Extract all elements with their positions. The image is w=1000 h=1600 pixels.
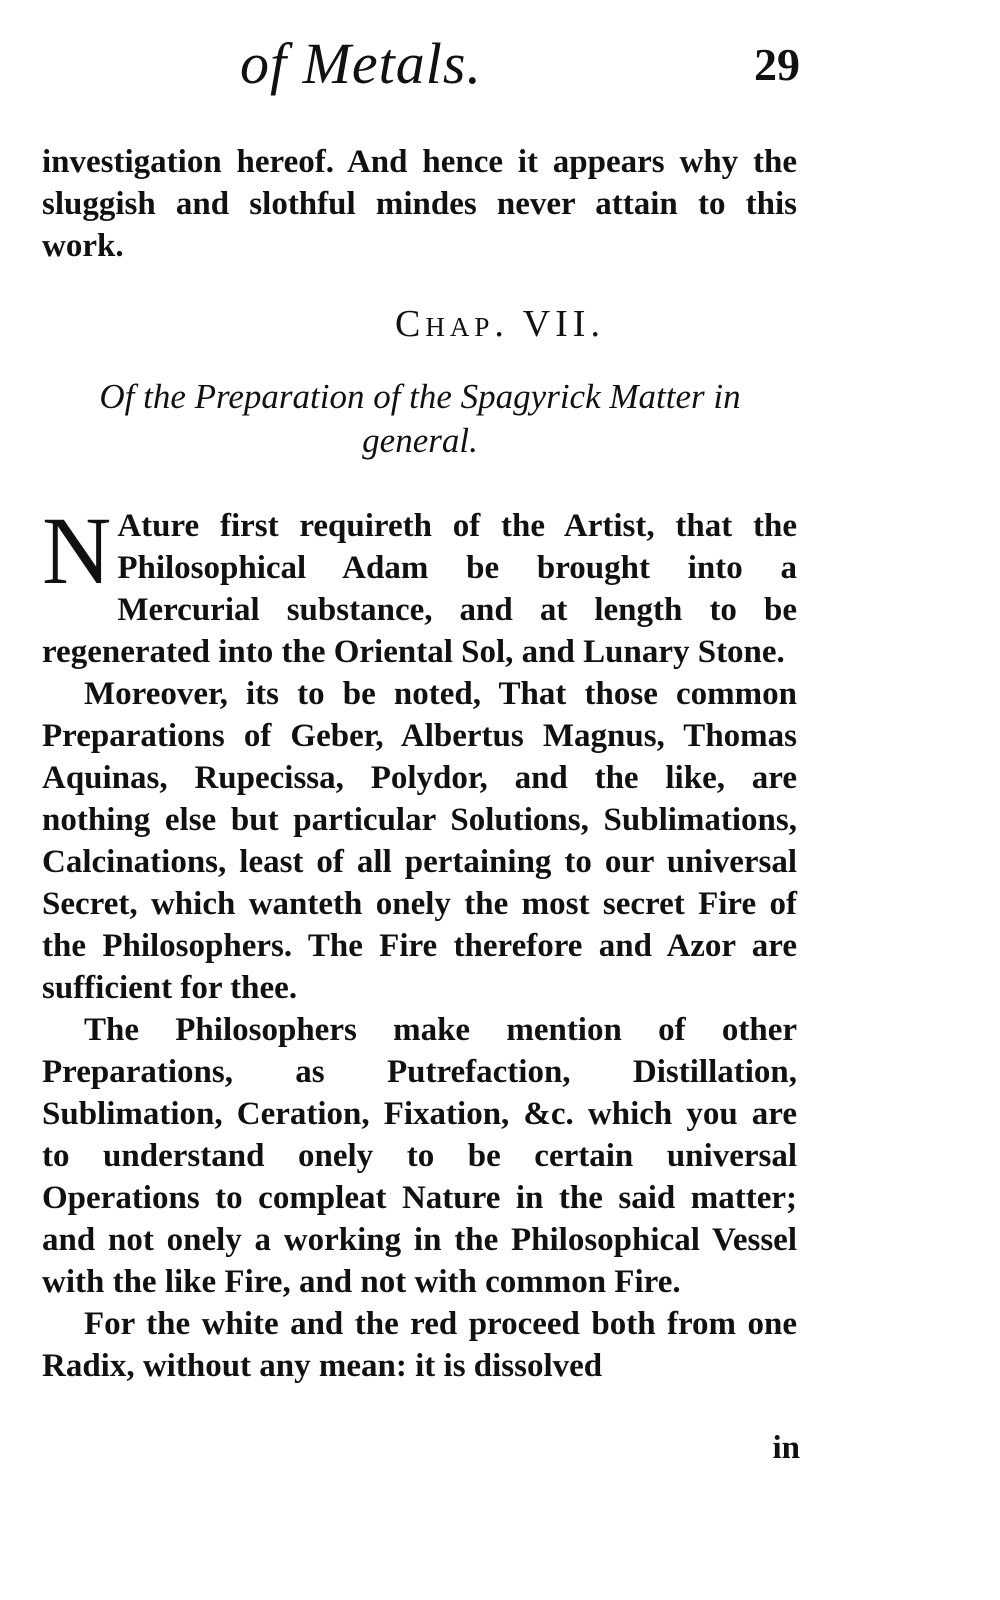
chapter-title: Of the Preparation of the Spagyrick Matter in general.: [99, 377, 741, 460]
page-number: 29: [754, 39, 800, 90]
paragraph-3: The Philosophers make mention of other Preparations, as Putrefaction, Distillation, Sublimation, Ceration, Fixation, &c. which you are to understand onely to be certain universal Operations to compleat Nature in the said matter; and not onely a working in the Philosophical Vessel with the like Fire, and not with common Fire.: [42, 1012, 797, 1300]
paragraph-1: [42, 497, 797, 673]
chapter-body: [42, 497, 797, 1387]
catchword: in: [772, 1430, 800, 1466]
paragraph-2: Moreover, its to be noted, That those common Preparations of Geber, Albertus Magnus, Thomas Aquinas, Rupecissa, Polydor, and the like, are nothing else but particular Solutions, Sublimations, Calcinations, least of all pertaining to our universal Secret, which wanteth onely the most secret Fire of the Philosophers. The Fire therefore and Azor are sufficient for thee.: [42, 676, 797, 1006]
carry-over-paragraph: investigation hereof. And hence it appears why the sluggish and slothful mindes never attain to this work.: [42, 144, 797, 264]
running-head: [240, 30, 800, 110]
paragraph-4: For the white and the red proceed both from one Radix, without any mean: it is dissolved: [42, 1306, 797, 1384]
drop-cap: N: [42, 497, 112, 604]
chapter-heading: Chap. VII.: [395, 303, 605, 345]
running-title: of Metals.: [240, 31, 482, 96]
paragraph-text: Ature first requireth of the Artist, that the Philosophical Adam be brought into a Mercurial substance, and at length to be regenerated into the Oriental Sol, and Lunary Stone.: [42, 508, 797, 670]
